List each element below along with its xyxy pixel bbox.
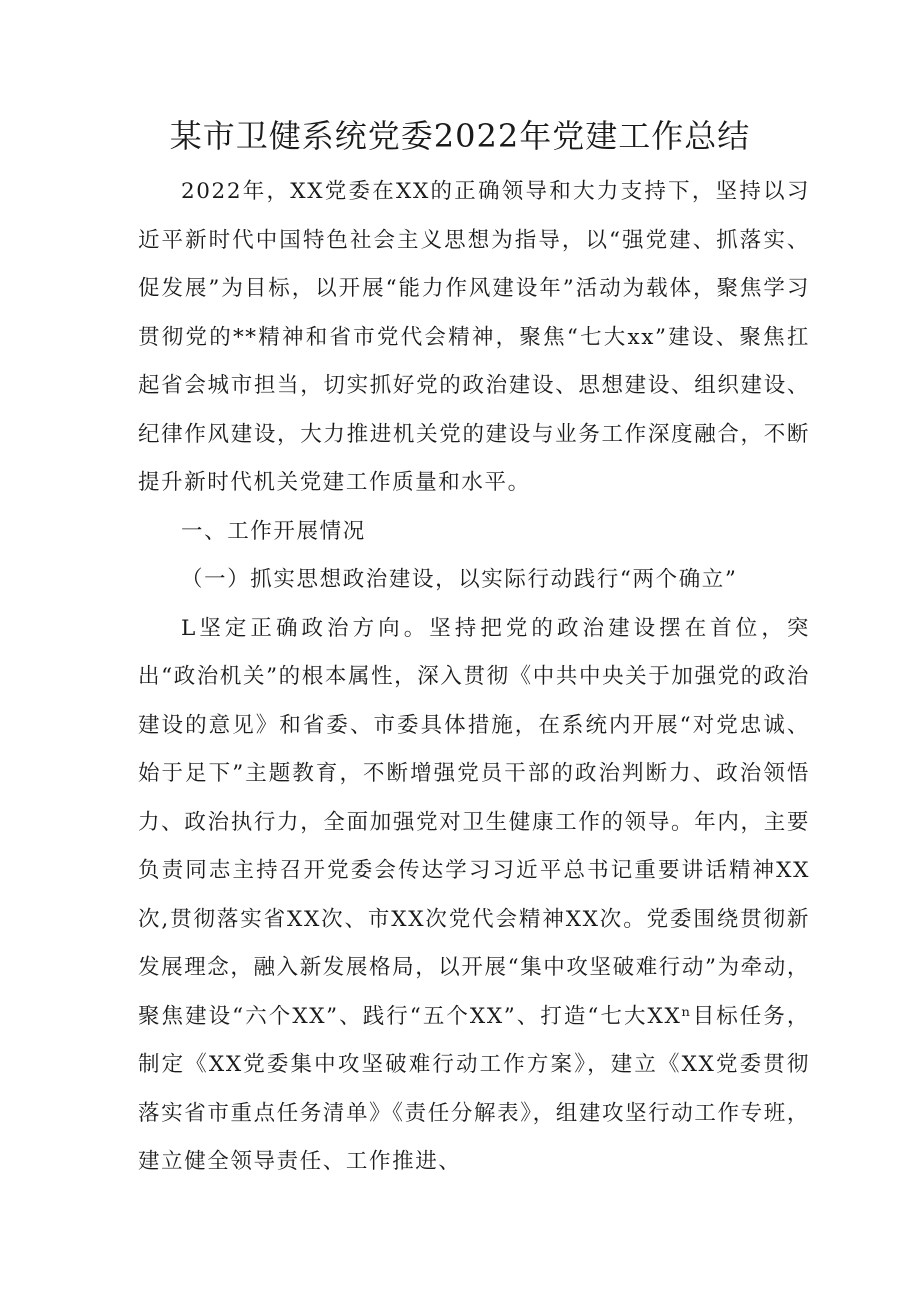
document-body — [138, 168, 810, 1187]
intro-paragraph: 2022年，XX党委在XX的正确领导和大力支持下，坚持以习近平新时代中国特色社会主义思想为指导，以“强党建、抓落实、促发展”为目标，以开展“能力作风建设年”活动为载体，聚焦学习贯彻党的**精神和省市党代会精神，聚焦“七大xx”建设、聚焦扛起省会城市担当，切实抓好党的政治建设、思想建设、组织建设、纪律作风建设，大力推进机关党的建设与业务工作深度融合，不断提升新时代机关党建工作质量和水平。 — [138, 179, 810, 495]
body-paragraph: L坚定正确政治方向。坚持把党的政治建设摆在首位，突出“政治机关”的根本属性，深入贯彻《中共中央关于加强党的政治建设的意见》和省委、市委具体措施，在系统内开展“对党忠诚、始于足下”主题教育，不断增强党员干部的政治判断力、政治领悟力、政治执行力，全面加强党对卫生健康工作的领导。年内，主要负责同志主持召开党委会传达学习习近平总书记重要讲话精神XX次,贯彻落实省XX次、市XX次党代会精神XX次。党委围绕贯彻新发展理念，融入新发展格局，以开展“集中攻坚破难行动”为牵动，聚焦建设“六个XX”、践行“五个XX”、打造“七大XXⁿ目标任务，制定《XX党委集中攻坚破难行动工作方案》，建立《XX党委贯彻落实省市重点任务清单》《责任分解表》，组建攻坚行动工作专班，建立健全领导责任、工作推进、 — [138, 615, 810, 1174]
document-title: 某市卫健系统党委2022年党建工作总结 — [169, 117, 751, 155]
subsection-heading: （一）抓实思想政治建设，以实际行动践行“两个确立” — [181, 567, 738, 592]
section-heading: 一、工作开展情况 — [181, 518, 366, 544]
